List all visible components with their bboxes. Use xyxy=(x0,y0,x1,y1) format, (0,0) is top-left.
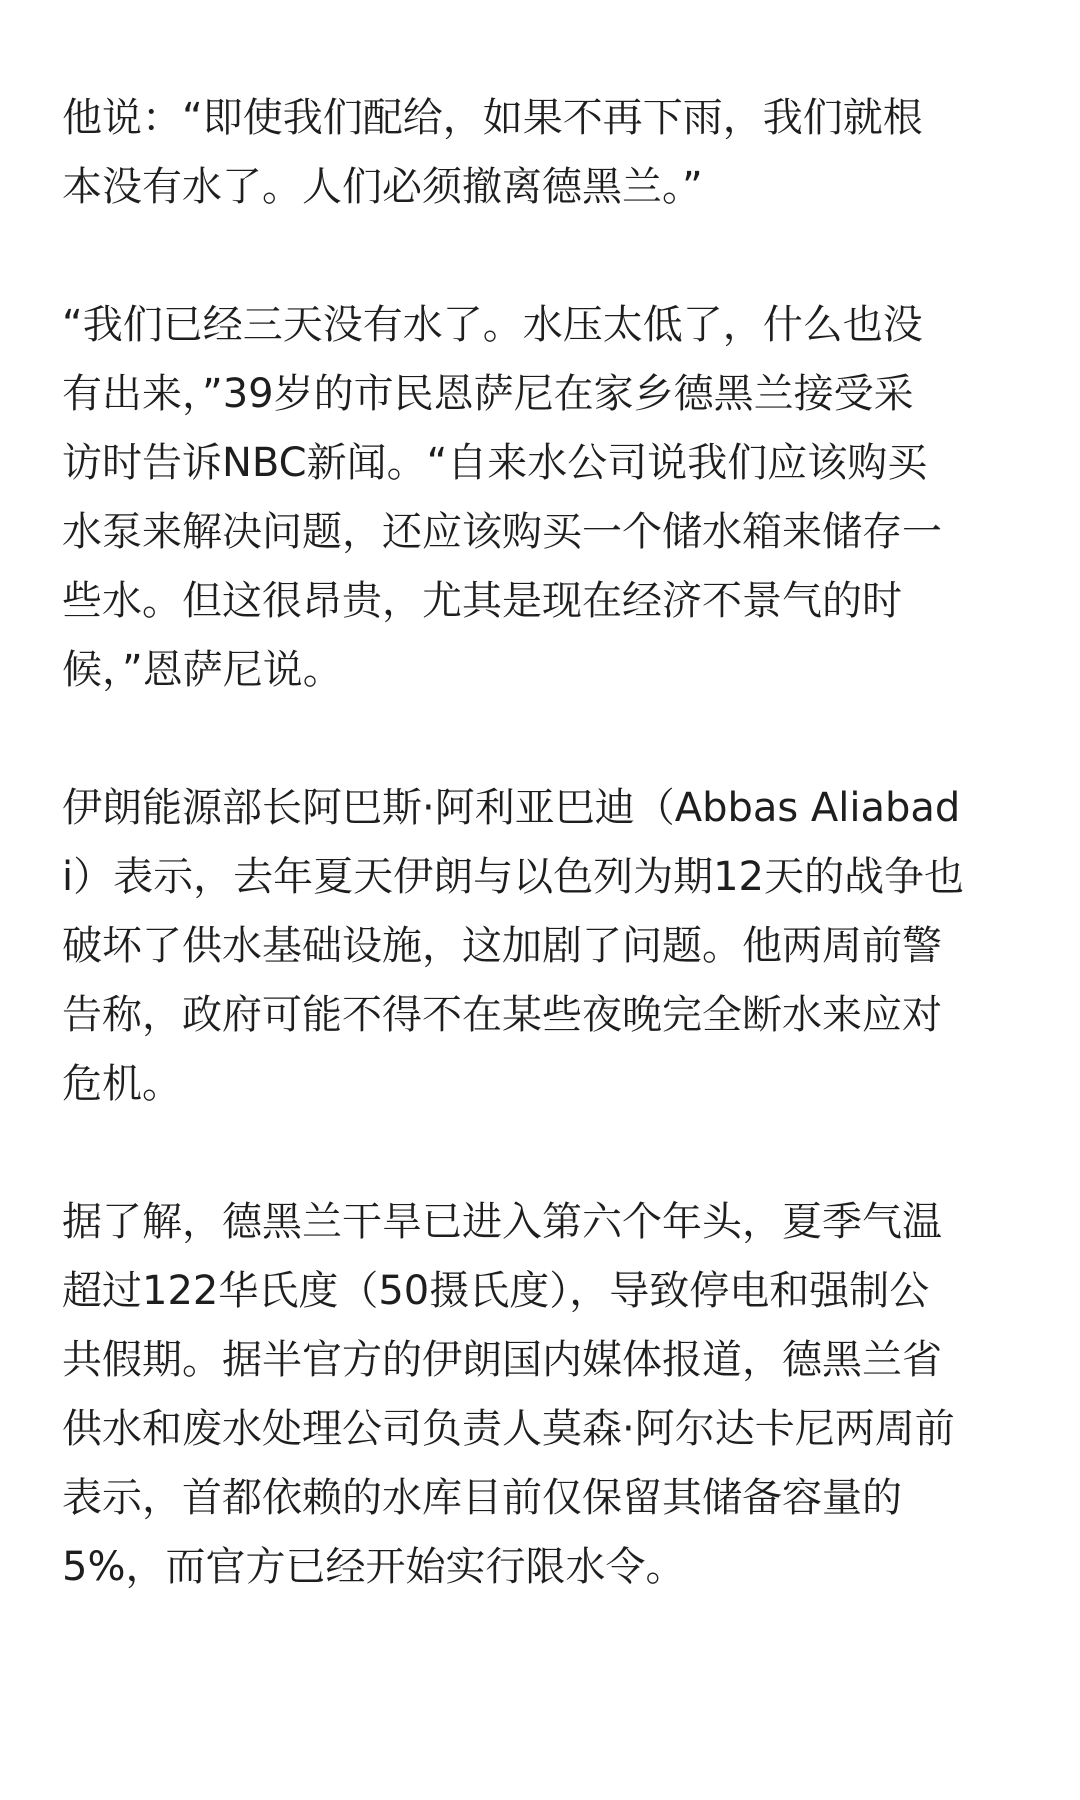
paragraph-line: 超过122华氏度（50摄氏度），导致停电和强制公 xyxy=(62,1268,930,1314)
paragraph-line: 些水。但这很昂贵，尤其是现在经济不景气的时 xyxy=(62,578,902,624)
paragraph-line: 据了解，德黑兰干旱已进入第六个年头，夏季气温 xyxy=(62,1199,942,1245)
paragraph-line: 供水和废水处理公司负责人莫森·阿尔达卡尼两周前 xyxy=(62,1406,955,1452)
paragraph-line: “我们已经三天没有水了。水压太低了，什么也没 xyxy=(62,302,923,348)
paragraph-4 xyxy=(62,1188,1032,1602)
paragraph-line: 5%，而官方已经开始实行限水令。 xyxy=(62,1544,686,1590)
paragraph-line: 他说：“即使我们配给，如果不再下雨，我们就根 xyxy=(62,95,923,141)
paragraph-line: 危机。 xyxy=(62,1061,182,1107)
paragraph-line: 伊朗能源部长阿巴斯·阿利亚巴迪（Abbas Aliabad xyxy=(62,785,961,831)
paragraph-line: 共假期。据半官方的伊朗国内媒体报道，德黑兰省 xyxy=(62,1337,942,1383)
paragraph-line: 访时告诉NBC新闻。“自来水公司说我们应该购买 xyxy=(62,440,928,486)
paragraph-line: 破坏了供水基础设施，这加剧了问题。他两周前警 xyxy=(62,923,942,969)
paragraph-line: 告称，政府可能不得不在某些夜晚完全断水来应对 xyxy=(62,992,942,1038)
paragraph-line: 候，”恩萨尼说。 xyxy=(62,647,343,693)
paragraph-gap xyxy=(62,705,1032,774)
paragraph-line: 水泵来解决问题，还应该购买一个储水箱来储存一 xyxy=(62,509,942,555)
paragraph-1 xyxy=(62,84,1032,222)
paragraph-line: 本没有水了。人们必须撤离德黑兰。” xyxy=(62,164,703,210)
paragraph-line: i）表示，去年夏天伊朗与以色列为期12天的战争也 xyxy=(62,854,965,900)
paragraph-line: 表示，首都依赖的水库目前仅保留其储备容量的 xyxy=(62,1475,902,1521)
paragraph-gap xyxy=(62,222,1032,291)
article-body xyxy=(62,84,1032,1602)
paragraph-line: 有出来，”39岁的市民恩萨尼在家乡德黑兰接受采 xyxy=(62,371,914,417)
paragraph-2 xyxy=(62,291,1032,705)
paragraph-gap xyxy=(62,1119,1032,1188)
paragraph-3 xyxy=(62,774,1032,1119)
